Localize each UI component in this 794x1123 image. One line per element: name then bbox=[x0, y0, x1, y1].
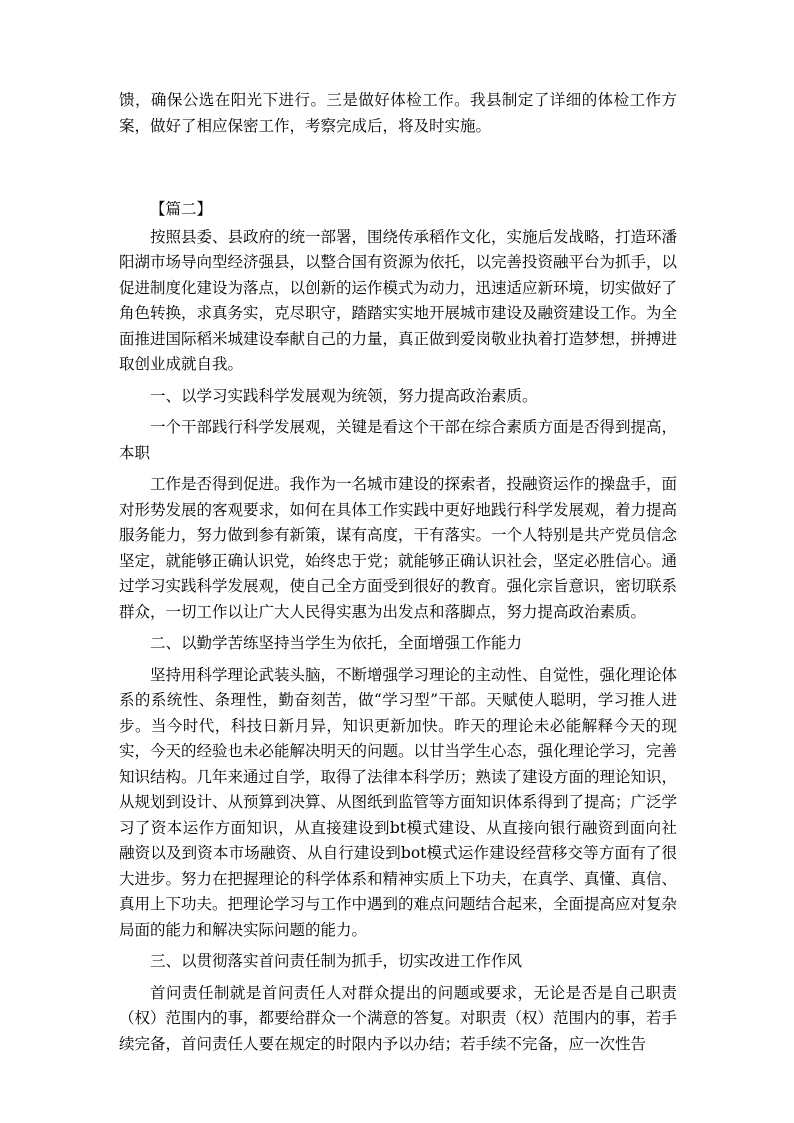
heading-section-three: 三、以贯彻落实首问责任制为抓手，切实改进工作作风 bbox=[150, 952, 523, 970]
heading-section-two: 二、以勤学苦练坚持当学生为依托，全面增强工作能力 bbox=[150, 634, 523, 652]
paragraph-work-promotion: 工作是否得到促进。我作为一名城市建设的探索者，投融资运作的操盘手，面对形势发展的客观要求，如何在具体工作实践中更好地践行科学发展观，着力提高服务能力，努力做到参有新策，谋有高度，干有落实。一个人特别是共产党员信念坚定，就能够正确认识党，始终忠于党；就能够正确认识社会，坚定必胜信心。通过学习实践科学发展观，使自己全方面受到很好的教育。强化宗旨意识，密切联系群众，一切工作以让广大人民得实惠为出发点和落脚点，努力提高政治素质。 bbox=[119, 475, 678, 621]
paragraph-study-theory: 坚持用科学理论武装头脑，不断增强学习理论的主动性、自觉性，强化理论体系的系统性、条理性，勤奋刻苦，做“学习型”干部。天赋使人聪明，学习推人进步。当今时代，科技日新月异，知识更新加快。昨天的理论未必能解释今天的现实，今天的经验也未必能解决明天的问题。以甘当学生心态，强化理论学习，完善知识结构。几年来通过自学，取得了法律本科学历；熟读了建设方面的理论知识，从规划到设计、从预算到决算、从图纸到监管等方面知识体系得到了提高；广泛学习了资本运作方面知识，从直接建设到bt模式建设、从直接向银行融资到面向社融资以及到资本市场融资、从自行建设到bot模式运作建设经营移交等方面有了很大进步。努力在把握理论的科学体系和精神实质上下功夫，在真学、真懂、真信、真用上下功夫。把理论学习与工作中遇到的难点问题结合起来，全面提高应对复杂局面的能力和解决实际问题的能力。 bbox=[119, 665, 678, 939]
heading-section-one: 一、以学习实践科学发展观为统领，努力提高政治素质。 bbox=[150, 386, 538, 405]
paragraph-cadre-development: 一个干部践行科学发展观，关键是看这个干部在综合素质方面是否得到提高，本职 bbox=[119, 418, 678, 462]
intro-paragraph: 馈，确保公选在阳光下进行。三是做好体检工作。我县制定了详细的体检工作方案，做好了相应保密工作，考察完成后，将及时实施。 bbox=[119, 91, 677, 135]
paragraph-first-responsibility: 首问责任制就是首问责任人对群众提出的问题或要求，无论是否是自己职责（权）范围内的事，都要给群众一个满意的答复。对职责（权）范围内的事，若手续完备，首问责任人要在规定的时限内予以办结；若手续不完备，应一次性告 bbox=[119, 983, 678, 1053]
document-page bbox=[119, 88, 677, 1057]
paragraph-intro-summary: 按照县委、县政府的统一部署，围绕传承稻作文化，实施后发战略，打造环潘阳湖市场导向型经济强县，以整合国有资源为依托，以完善投资融平台为抓手，以促进制度化建设为落点，以创新的运作模式为动力，迅速适应新环境，切实做好了角色转换，求真务实，克尽职守，踏踏实实地开展城市建设及融资建设工作。为全面推进国际稻米城建设奉献自己的力量，真正做到爱岗敬业执着打造梦想，拼搏进取创业成就自我。 bbox=[119, 227, 678, 373]
section-heading: 【篇二】 bbox=[150, 200, 213, 218]
